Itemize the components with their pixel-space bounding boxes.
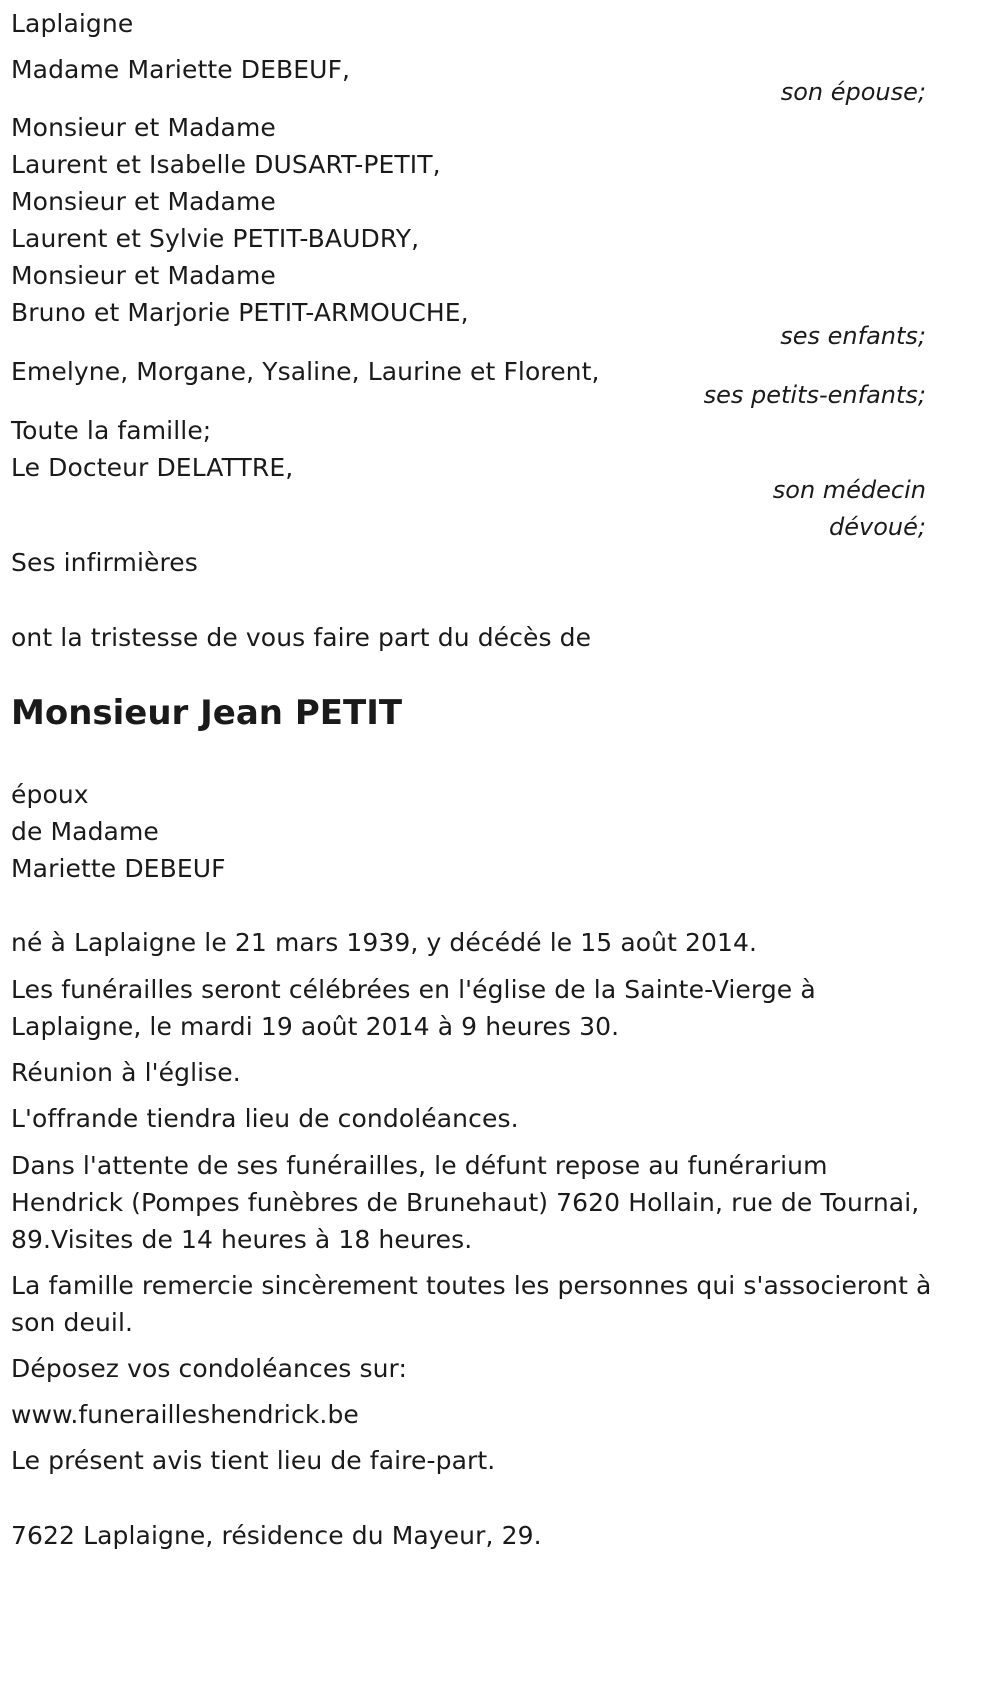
repose-info: Dans l'attente de ses funérailles, le défunt repose au funérarium — [11, 1151, 828, 1180]
condolences-website-link[interactable]: www.funerailleshendrick.be — [11, 1400, 359, 1429]
children-line: Monsieur et Madame — [11, 187, 276, 216]
birth-death-info: né à Laplaigne le 21 mars 1939, y décédé le 15 août 2014. — [11, 928, 758, 957]
thanks-info: La famille remercie sincèrement toutes les personnes qui s'associeront à — [11, 1271, 932, 1300]
deceased-name: Monsieur Jean PETIT — [11, 693, 403, 733]
doctor-role: dévoué; — [829, 513, 926, 541]
doctor-name: Le Docteur DELATTRE, — [11, 453, 294, 482]
grandchildren-role: ses petits-enfants; — [703, 381, 926, 409]
grandchildren-names: Emelyne, Morgane, Ysaline, Laurine et Florent, — [11, 357, 600, 386]
thanks-info: son deuil. — [11, 1308, 134, 1337]
notice-text: Le présent avis tient lieu de faire-part. — [11, 1446, 496, 1475]
children-role: ses enfants; — [780, 322, 926, 350]
spouse-role: son épouse; — [780, 78, 926, 106]
doctor-role: son médecin — [772, 476, 926, 504]
condolences-label: Déposez vos condoléances sur: — [11, 1354, 408, 1383]
children-line: Laurent et Isabelle DUSART-PETIT, — [11, 150, 441, 179]
children-line: Monsieur et Madame — [11, 261, 276, 290]
children-line: Bruno et Marjorie PETIT-ARMOUCHE, — [11, 298, 469, 327]
children-line: Monsieur et Madame — [11, 113, 276, 142]
repose-info: Hendrick (Pompes funèbres de Brunehaut) 7620 Hollain, rue de Tournai, — [11, 1188, 920, 1217]
repose-info: 89.Visites de 14 heures à 18 heures. — [11, 1225, 473, 1254]
funeral-info: Laplaigne, le mardi 19 août 2014 à 9 heures 30. — [11, 1012, 620, 1041]
children-line: Laurent et Sylvie PETIT-BAUDRY, — [11, 224, 420, 253]
locality-heading: Laplaigne — [11, 9, 134, 38]
extended-family: Toute la famille; — [11, 416, 212, 445]
relation-line: Mariette DEBEUF — [11, 854, 226, 883]
relation-line: époux — [11, 780, 89, 809]
spouse-name: Madame Mariette DEBEUF, — [11, 55, 351, 84]
nurses: Ses infirmières — [11, 548, 198, 577]
address: 7622 Laplaigne, résidence du Mayeur, 29. — [11, 1521, 542, 1550]
offering-info: L'offrande tiendra lieu de condoléances. — [11, 1104, 519, 1133]
meeting-info: Réunion à l'église. — [11, 1058, 241, 1087]
funeral-info: Les funérailles seront célébrées en l'église de la Sainte-Vierge à — [11, 975, 816, 1004]
announcement-intro: ont la tristesse de vous faire part du décès de — [11, 623, 592, 652]
relation-line: de Madame — [11, 817, 159, 846]
